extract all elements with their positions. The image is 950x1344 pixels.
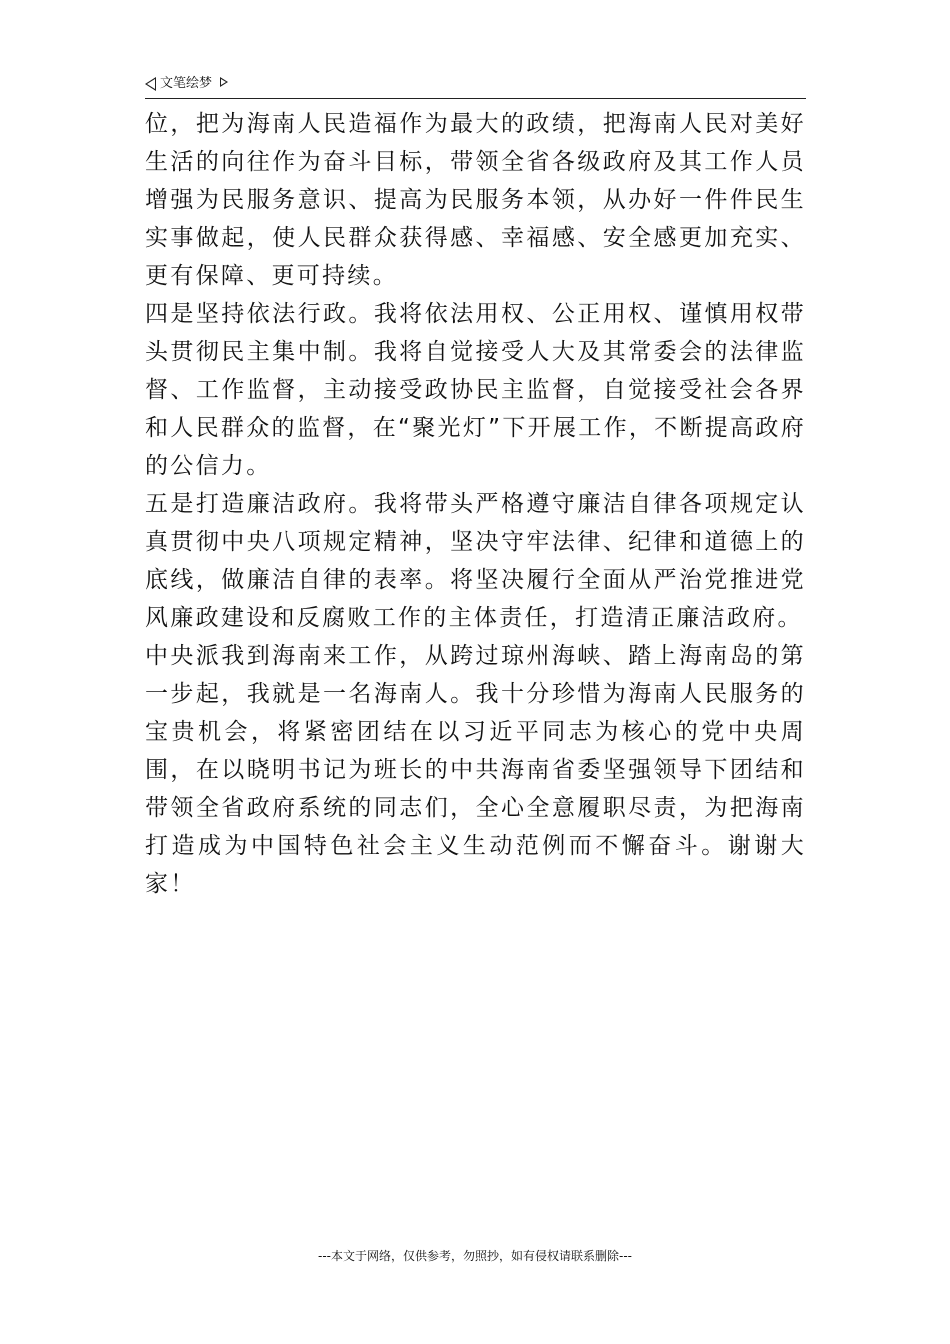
paragraph-2: 四是坚持依法行政。我将依法用权、公正用权、谨慎用权带头贯彻民主集中制。我将自觉接受人大及其常委会的法律监督、工作监督，主动接受政协民主监督，自觉接受社会各界和人民群众的监督，在“聚光灯”下开展工作，不断提高政府的公信力。 <box>145 301 806 479</box>
paragraph-1: 位，把为海南人民造福作为最大的政绩，把海南人民对美好生活的向往作为奋斗目标，带领全省各级政府及其工作人员增强为民服务意识、提高为民服务本领，从办好一件件民生实事做起，使人民群众获得感、幸福感、安全感更加充实、更有保障、更可持续。 <box>145 111 806 289</box>
triangle-left-icon <box>145 77 156 91</box>
triangle-right-icon <box>220 77 228 87</box>
header-brand <box>145 76 228 92</box>
document-body <box>145 105 806 903</box>
footer-disclaimer: ---本文于网络，仅供参考，勿照抄，如有侵权请联系删除--- <box>318 1249 632 1263</box>
header-title: 文笔绘梦 <box>160 76 213 91</box>
page-header <box>145 72 806 99</box>
paragraph-3: 五是打造廉洁政府。我将带头严格遵守廉洁自律各项规定认真贯彻中央八项规定精神，坚决守牢法律、纪律和道德上的底线，做廉洁自律的表率。将坚决履行全面从严治党推进党风廉政建设和反腐败工作的主体责任，打造清正廉洁政府。 <box>145 491 806 631</box>
paragraph-4: 中央派我到海南来工作，从跨过琼州海峡、踏上海南岛的第一步起，我就是一名海南人。我十分珍惜为海南人民服务的宝贵机会，将紧密团结在以习近平同志为核心的党中央周围，在以晓明书记为班长的中共海南省委坚强领导下团结和带领全省政府系统的同志们，全心全意履职尽责，为把海南打造成为中国特色社会主义生动范例而不懈奋斗。谢谢大家！ <box>145 643 806 897</box>
